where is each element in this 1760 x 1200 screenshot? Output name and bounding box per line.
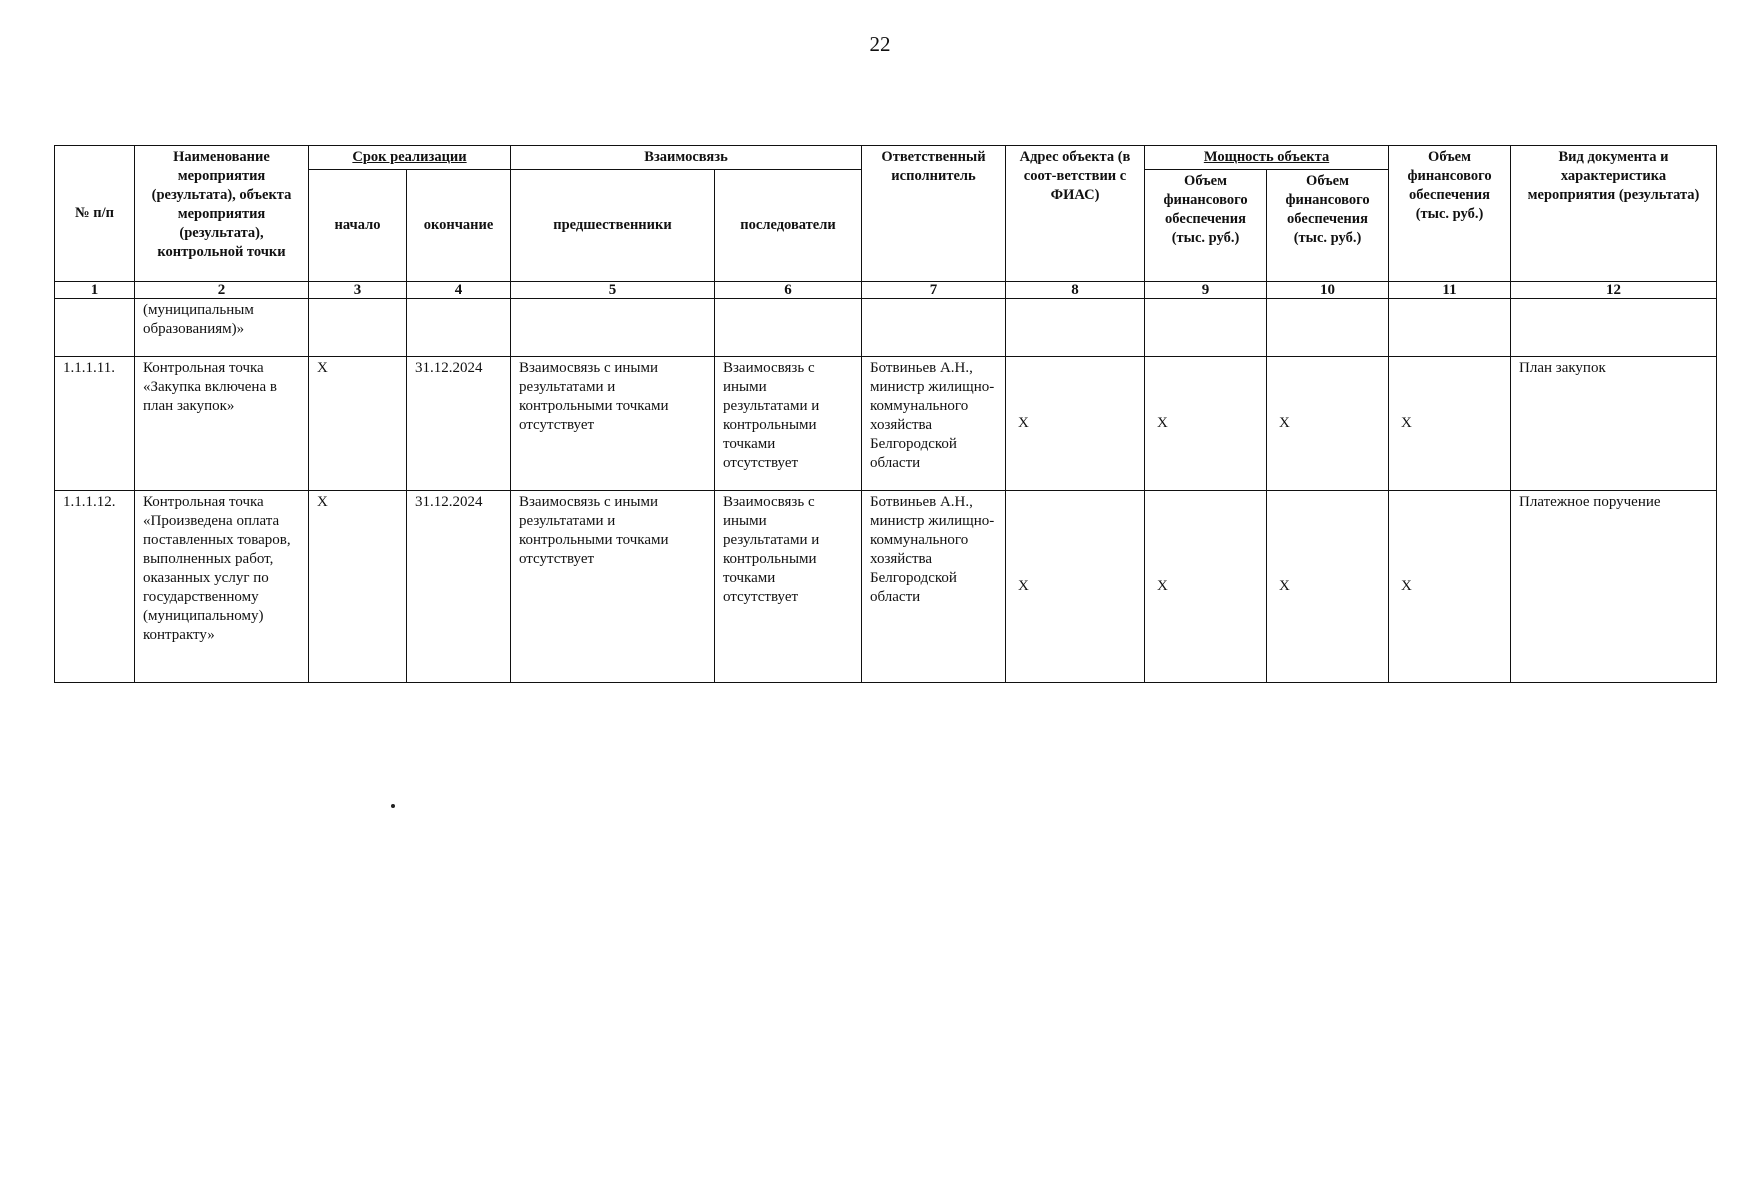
- table-row: [55, 299, 1717, 357]
- cell-end: 31.12.2024: [407, 491, 511, 683]
- cell-fin: [1389, 299, 1511, 357]
- header-finance: Объем финансового обеспечения (тыс. руб.): [1389, 146, 1511, 282]
- cell-name: Контрольная точка «Закупка включена в план закупок»: [135, 357, 309, 491]
- header-term-end: окончание: [407, 170, 511, 282]
- scan-speck: [391, 804, 395, 808]
- cell-num: 1.1.1.11.: [55, 357, 135, 491]
- col-number: 10: [1267, 282, 1389, 299]
- cell-name: (муниципальным образованиям)»: [135, 299, 309, 357]
- page-number: 22: [869, 32, 891, 56]
- cell-prev: [511, 299, 715, 357]
- col-number: 12: [1511, 282, 1717, 299]
- plan-table: [54, 145, 1717, 683]
- cell-cap-b: X: [1267, 357, 1389, 491]
- header-link-prev: предшественники: [511, 170, 715, 282]
- col-number: 8: [1006, 282, 1145, 299]
- cell-start: X: [309, 357, 407, 491]
- cell-cap-a: X: [1145, 357, 1267, 491]
- cell-next: Взаимосвязь с иными результатами и контрольными точками отсутствует: [715, 491, 862, 683]
- cell-cap-b: [1267, 299, 1389, 357]
- cell-fin: X: [1389, 357, 1511, 491]
- col-number: 3: [309, 282, 407, 299]
- cell-addr: X: [1006, 357, 1145, 491]
- header-term-start: начало: [309, 170, 407, 282]
- cell-resp: [862, 299, 1006, 357]
- table-row: [55, 491, 1717, 683]
- cell-doc: План закупок: [1511, 357, 1717, 491]
- col-number: 7: [862, 282, 1006, 299]
- cell-cap-b: X: [1267, 491, 1389, 683]
- cell-cap-a: [1145, 299, 1267, 357]
- header-address: Адрес объекта (в соот-ветствии с ФИАС): [1006, 146, 1145, 282]
- header-name: Наименование мероприятия (результата), объекта мероприятия (результата), контрольной точки: [135, 146, 309, 282]
- cell-end: 31.12.2024: [407, 357, 511, 491]
- header-cap-a: Объем финансового обеспечения (тыс. руб.): [1145, 170, 1267, 282]
- cell-addr: [1006, 299, 1145, 357]
- col-number: 2: [135, 282, 309, 299]
- header-capacity: Мощность объекта: [1145, 146, 1389, 170]
- col-number: 9: [1145, 282, 1267, 299]
- header-link: Взаимосвязь: [511, 146, 862, 170]
- header-term: Срок реализации: [309, 146, 511, 170]
- cell-num: 1.1.1.12.: [55, 491, 135, 683]
- header-link-next: последователи: [715, 170, 862, 282]
- cell-end: [407, 299, 511, 357]
- cell-num: [55, 299, 135, 357]
- cell-resp: Ботвиньев А.Н., министр жилищно-коммунального хозяйства Белгородской области: [862, 357, 1006, 491]
- cell-resp: Ботвиньев А.Н., министр жилищно-коммунального хозяйства Белгородской области: [862, 491, 1006, 683]
- col-number: 5: [511, 282, 715, 299]
- cell-next: Взаимосвязь с иными результатами и контрольными точками отсутствует: [715, 357, 862, 491]
- header-doc: Вид документа и характеристика мероприятия (результата): [1511, 146, 1717, 282]
- cell-addr: X: [1006, 491, 1145, 683]
- col-number: 4: [407, 282, 511, 299]
- table-row: [55, 357, 1717, 491]
- header-responsible: Ответственный исполнитель: [862, 146, 1006, 282]
- col-number: 11: [1389, 282, 1511, 299]
- cell-start: X: [309, 491, 407, 683]
- cell-prev: Взаимосвязь с иными результатами и контрольными точками отсутствует: [511, 491, 715, 683]
- cell-cap-a: X: [1145, 491, 1267, 683]
- header-cap-b: Объем финансового обеспечения (тыс. руб.): [1267, 170, 1389, 282]
- column-numbers-row: [55, 282, 1717, 299]
- cell-start: [309, 299, 407, 357]
- cell-fin: X: [1389, 491, 1511, 683]
- col-number: 1: [55, 282, 135, 299]
- cell-prev: Взаимосвязь с иными результатами и контрольными точками отсутствует: [511, 357, 715, 491]
- cell-doc: [1511, 299, 1717, 357]
- cell-doc: Платежное поручение: [1511, 491, 1717, 683]
- col-number: 6: [715, 282, 862, 299]
- cell-name: Контрольная точка «Произведена оплата поставленных товаров, выполненных работ, оказанных услуг по государственному (муниципальному) контракту»: [135, 491, 309, 683]
- header-num: № п/п: [55, 146, 135, 282]
- header-row-top: [55, 146, 1717, 170]
- cell-next: [715, 299, 862, 357]
